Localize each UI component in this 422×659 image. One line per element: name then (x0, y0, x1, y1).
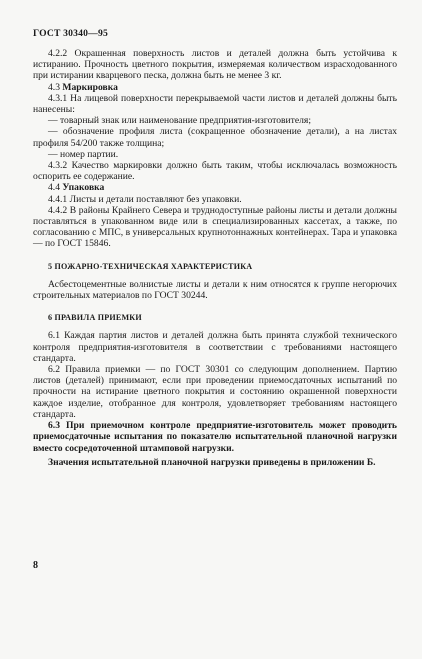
section-6-title: 6 ПРАВИЛА ПРИЕМКИ (48, 313, 142, 323)
paragraph-6-2: 6.2 Правила приемки — по ГОСТ 30301 со следующим дополнением. Партию листов (деталей) принимают, если при проведении приемосдаточных испытаний по прочности на истирание цветного покрытия и состоянию окрашенной поверхности каждое изделие, отобранное для контроля, удовлетворяет требованиям настоящего стандарта. (33, 364, 397, 420)
paragraph-6-1: 6.1 Каждая партия листов и деталей должна быть принята службой технического контроля предприятия-изготовителя в соответствии с требованиями настоящего стандарта. (33, 330, 397, 364)
heading-4-4-number: 4.4 (48, 182, 60, 194)
paragraph-4-3-1: 4.3.1 На лицевой поверхности перекрываемой части листов и деталей должны быть нанесены: (33, 92, 397, 116)
heading-4-4 (33, 182, 397, 193)
paragraph-4-4-1: 4.4.1 Листы и детали поставляют без упаковки. (48, 193, 242, 205)
paragraph-6-3: 6.3 При приемочном контроле предприятие-изготовитель может проводить приемосдаточные испытания по показателю испытательной планочной нагрузки вместо сосредоточенной штамповой нагрузки. (33, 420, 397, 454)
paragraph-4-2-2: 4.2.2 Окрашенная поверхность листов и деталей должна быть устойчива к истиранию. Прочность цветного покрытия, измеряемая количеством израсходованного при истирании кварцевого песка, должна быть не менее 3 кг. (33, 48, 397, 82)
section-5-title: 5 ПОЖАРНО-ТЕХНИЧЕСКАЯ ХАРАКТЕРИСТИКА (48, 261, 253, 271)
heading-4-4-title: Упаковка (62, 182, 105, 194)
heading-4-3-title: Маркировка (62, 81, 118, 93)
heading-4-3-number: 4.3 (48, 81, 60, 93)
paragraph-4-3-2: 4.3.2 Качество маркировки должно быть таким, чтобы исключалась возможность оспорить ее содержание. (33, 160, 397, 183)
heading-4-3 (33, 82, 397, 93)
list-item: — номер партии. (48, 148, 119, 160)
paragraph-final: Значения испытательной планочной нагрузки приведены в приложении Б. (48, 456, 376, 468)
page-number: 8 (33, 560, 38, 571)
list-item: — обозначение профиля листа (сокращенное обозначение детали), а на листах профиля 54/200 также толщина; (33, 126, 397, 149)
paragraph-4-4-2: 4.4.2 В районы Крайнего Севера и труднодоступные районы листы и детали должны поставляться в упакованном виде или в специализированных кассетах, а также, по согласованию с МПС, в универсальных крупнотоннажных контейнерах. Тара и упаковка — по ГОСТ 15846. (33, 204, 397, 250)
paragraph-5: Асбестоцементные волнистые листы и детали к ним относятся к группе негорючих строительных материалов по ГОСТ 30244. (33, 278, 397, 302)
document-body (33, 48, 397, 468)
list-item: — товарный знак или наименование предприятия-изготовителя; (48, 115, 311, 127)
document-header: ГОСТ 30340—95 (33, 28, 108, 39)
